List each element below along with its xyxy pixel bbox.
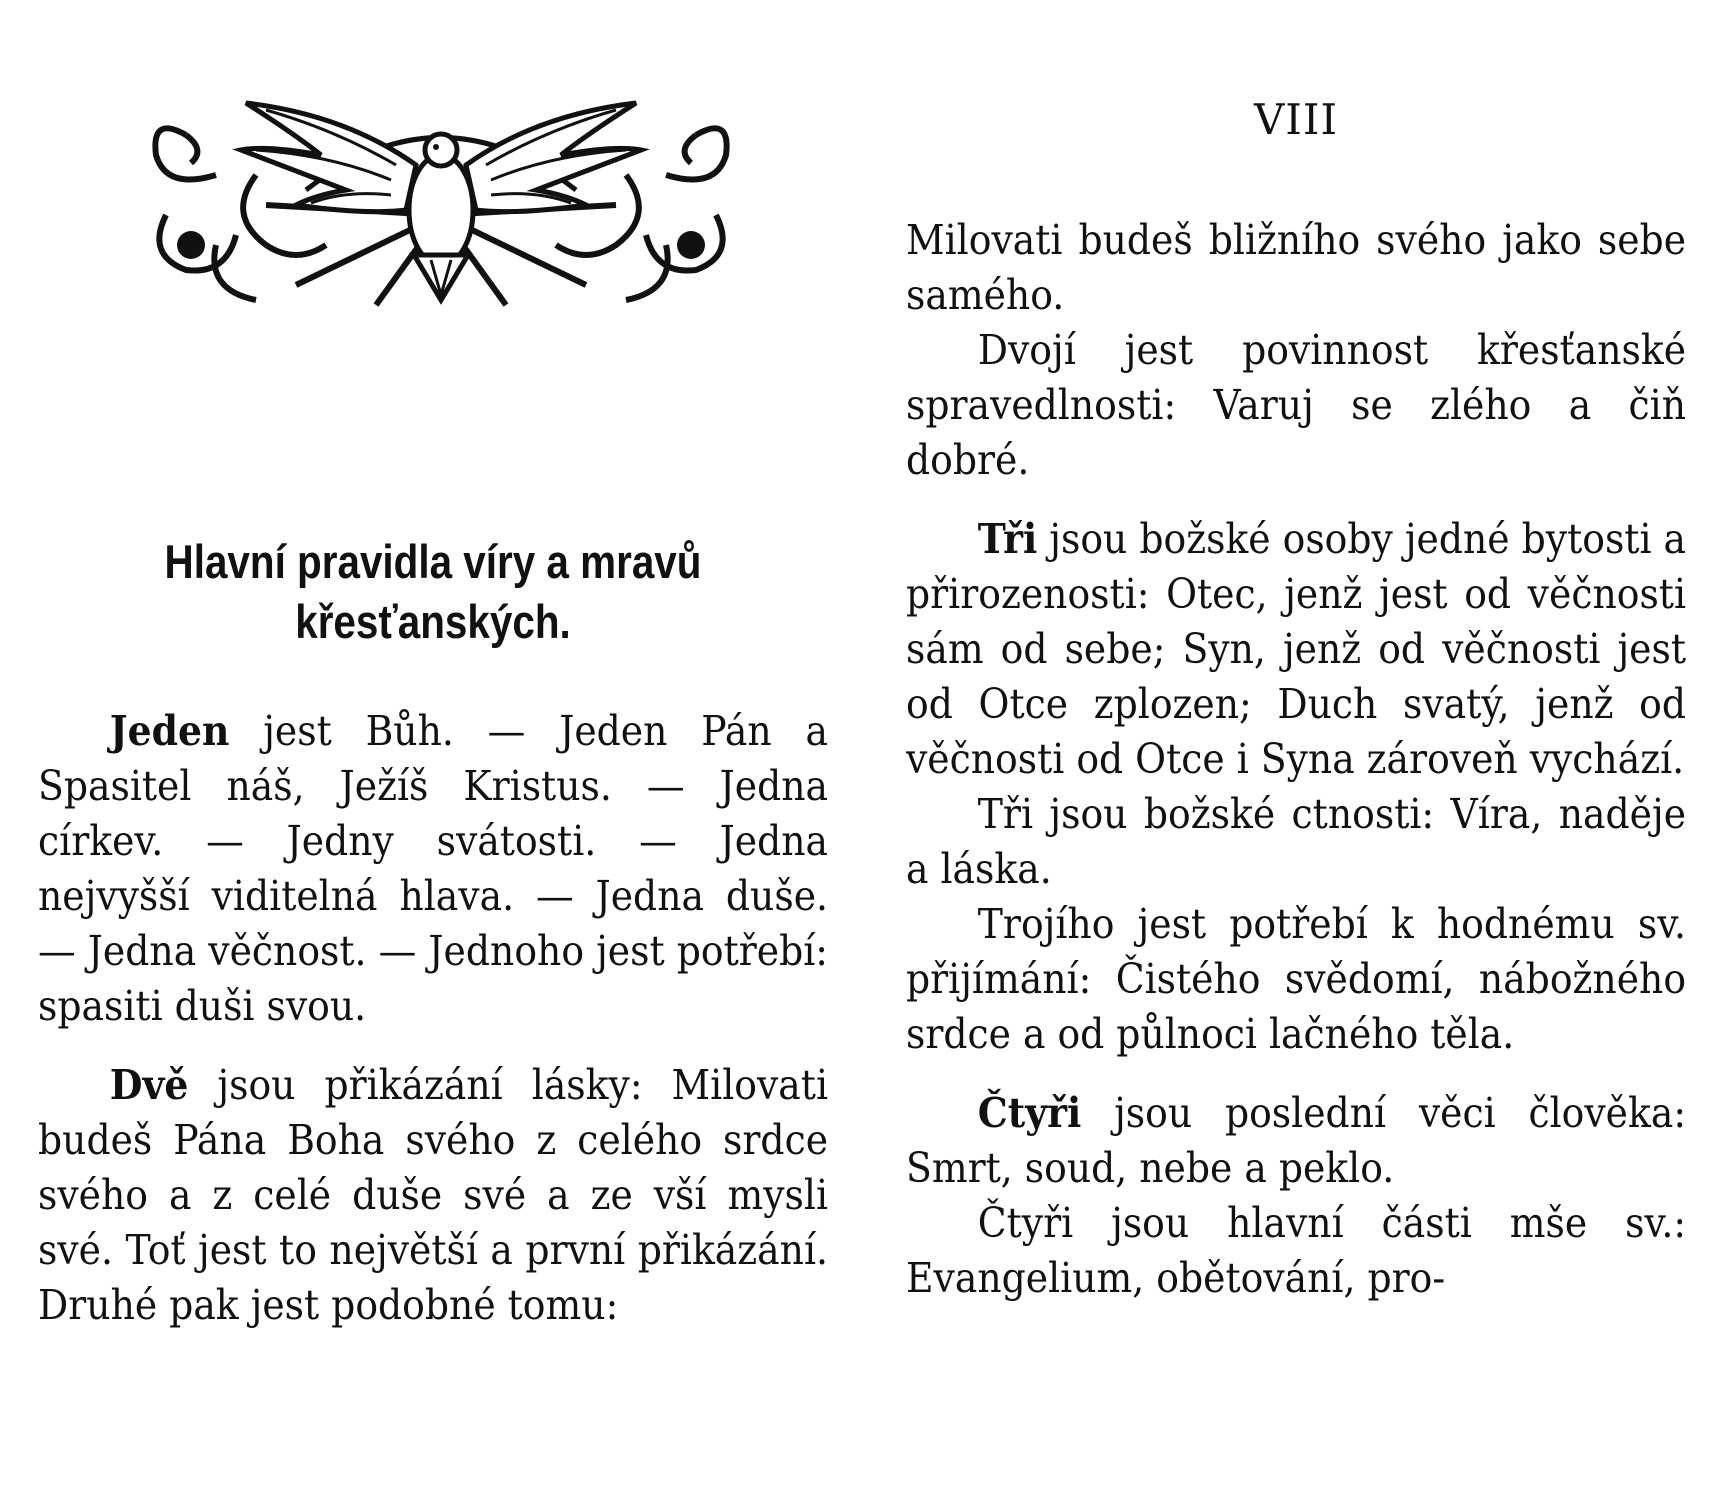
- left-column: [38, 95, 828, 1333]
- heading-line-2: křesťanských.: [295, 595, 571, 648]
- lead-word: Čtyři: [977, 1089, 1082, 1137]
- chapter-heading: [93, 532, 772, 652]
- paragraph-text: jsou božské osoby jedné bytosti a přirozenosti: Otec, jenž jest od věčnosti sám od sebe; Syn, jenž od věčnosti jest od Otce zplozen; Duch svatý, jenž od věčnosti od Otce i Syna zároveň vychází.: [906, 515, 1687, 783]
- paragraph-continued: Milovati budeš bližního svého jako sebe samého.: [906, 216, 1687, 319]
- paragraph-text: jest Bůh. — Jeden Pán a Spasitel náš, Ježíš Kristus. — Jedna církev. — Jedny svátosti. — Jedna nejvyšší viditelná hlava. — Jedna duše. — Jedna věčnost. — Jednoho jest potřebí: spasiti duši svou.: [38, 707, 829, 1030]
- lead-word: Jeden: [109, 707, 230, 755]
- paragraph-dve: [38, 1058, 828, 1333]
- dove-ornament-icon: [146, 95, 736, 310]
- page-number: VIII: [1253, 95, 1339, 144]
- paragraph-tri-osoby: [906, 512, 1686, 787]
- right-column: [906, 95, 1686, 1306]
- paragraph-ctyri-veci: [906, 1086, 1686, 1196]
- paragraph-ctyri-casti: Čtyři jsou hlavní části mše sv.: Evangelium, obětování, pro-: [906, 1199, 1687, 1302]
- paragraph-text: jsou přikázání lásky: Milovati budeš Pána Boha svého z celého srdce svého a z celé duše své a ze vší mysli své. Toť jest to největší a první přikázání. Druhé pak jest podobné tomu:: [38, 1061, 829, 1329]
- lead-word: Dvě: [109, 1061, 189, 1109]
- paragraph-trojiho: Trojího jest potřebí k hodnému sv. přijímání: Čistého svědomí, nábožného srdce a od půlnoci lačného těla.: [906, 900, 1687, 1058]
- paragraph-jeden: [38, 704, 828, 1034]
- heading-line-1: Hlavní pravidla víry a mravů: [164, 535, 702, 588]
- lead-word: Tři: [977, 515, 1038, 563]
- paragraph-tri-ctnosti: Tři jsou božské ctnosti: Víra, naděje a láska.: [906, 790, 1687, 893]
- paragraph-text: jsou poslední věci člověka: Smrt, soud, nebe a peklo.: [906, 1089, 1687, 1192]
- paragraph-dvoji: Dvojí jest povinnost křesťanské spravedlnosti: Varuj se zlého a čiň dobré.: [906, 326, 1687, 484]
